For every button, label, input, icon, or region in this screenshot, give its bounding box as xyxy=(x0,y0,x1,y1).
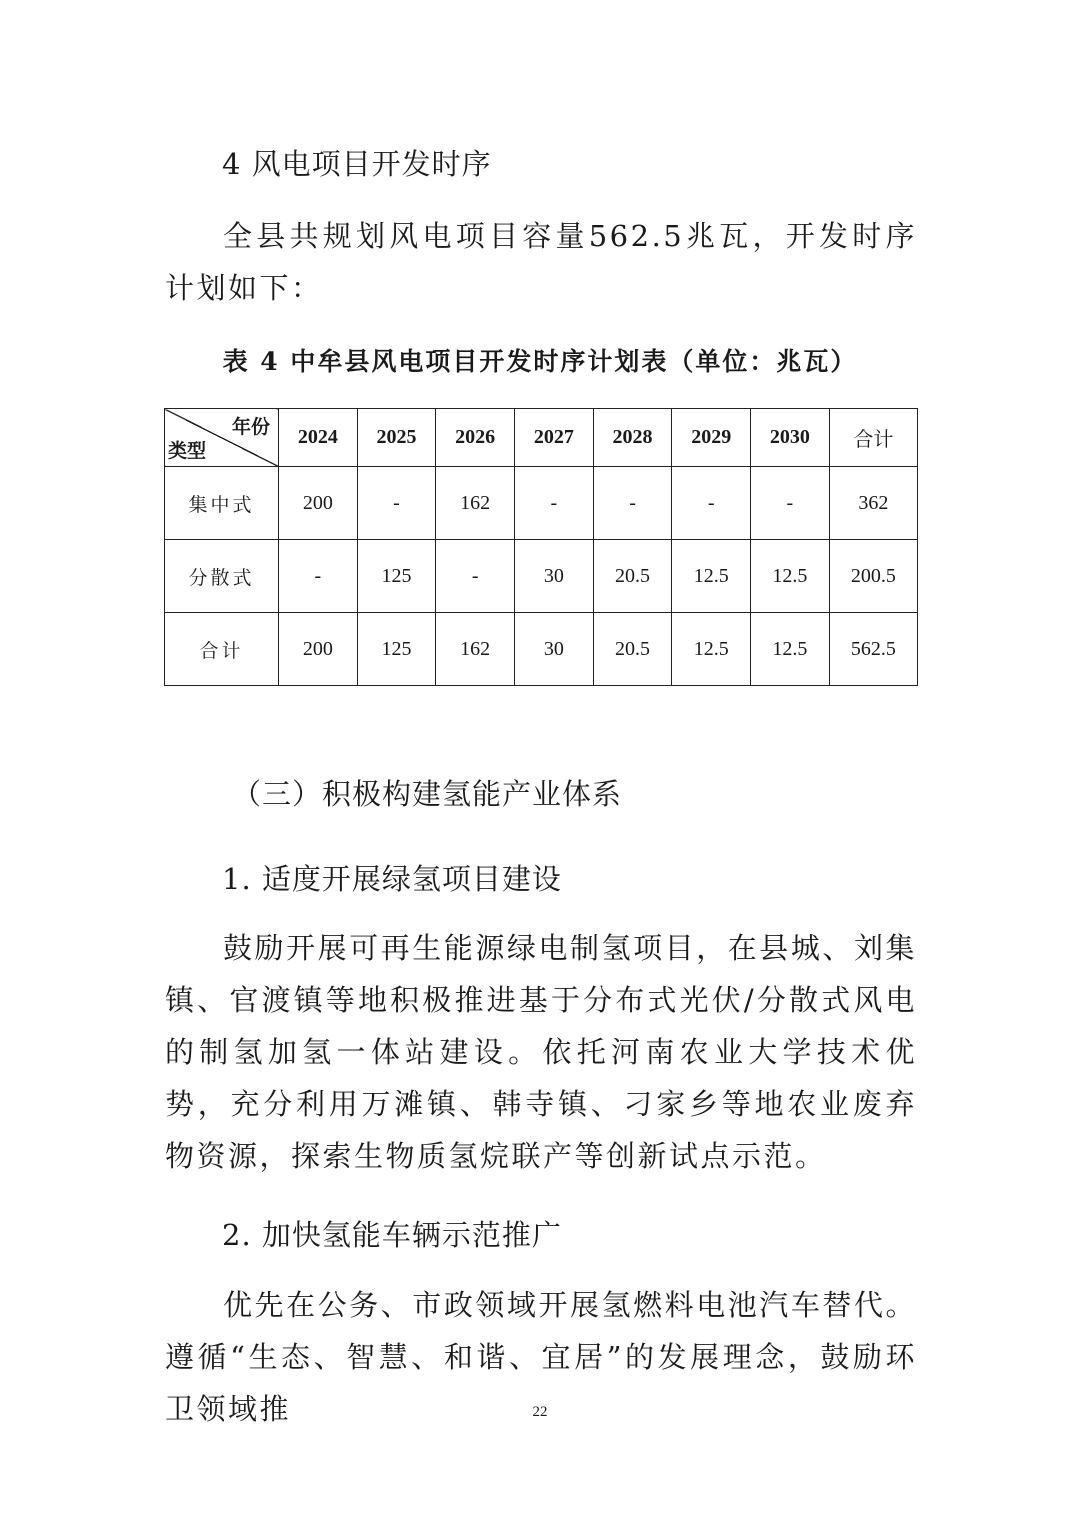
table-cell: - xyxy=(515,467,594,540)
year-header: 2029 xyxy=(672,409,751,467)
row-total-cell: 562.5 xyxy=(829,613,917,686)
table-cell: - xyxy=(279,540,358,613)
hydrogen-vehicles-paragraph: 优先在公务、市政领域开展氢燃料电池汽车替代。遵循“生态、智慧、和谐、宜居”的发展理念，鼓励环卫领域推 xyxy=(165,1288,917,1426)
table-cell: - xyxy=(672,467,751,540)
year-header: 2028 xyxy=(593,409,672,467)
table-caption: 表 4 中牟县风电项目开发时序计划表（单位：兆瓦） xyxy=(222,347,858,376)
table-cell: 200 xyxy=(279,613,358,686)
subheading-hydrogen-vehicles: 2. 加快氢能车辆示范推广 xyxy=(222,1218,562,1252)
table-cell: - xyxy=(357,467,436,540)
table-cell: - xyxy=(751,467,830,540)
table-row xyxy=(165,467,918,540)
table-cell: 12.5 xyxy=(751,613,830,686)
row-label: 集中式 xyxy=(165,467,279,540)
table-cell: 20.5 xyxy=(593,613,672,686)
table-cell: 162 xyxy=(436,467,515,540)
table-cell: 20.5 xyxy=(593,540,672,613)
wind-capacity-paragraph: 全县共规划风电项目容量562.5兆瓦，开发时序计划如下： xyxy=(165,219,917,305)
table-cell: 125 xyxy=(357,613,436,686)
table-cell: 162 xyxy=(436,613,515,686)
row-label: 合计 xyxy=(165,613,279,686)
table-cell: 12.5 xyxy=(672,613,751,686)
table-cell: 12.5 xyxy=(672,540,751,613)
year-header: 2030 xyxy=(751,409,830,467)
year-header: 2027 xyxy=(515,409,594,467)
section-heading-hydrogen: （三）积极构建氢能产业体系 xyxy=(232,777,623,811)
year-header: 2026 xyxy=(436,409,515,467)
row-label: 分散式 xyxy=(165,540,279,613)
table-row xyxy=(165,613,918,686)
table-row xyxy=(165,540,918,613)
table-cell: 125 xyxy=(357,540,436,613)
green-hydrogen-paragraph: 鼓励开展可再生能源绿电制氢项目，在县城、刘集镇、官渡镇等地积极推进基于分布式光伏/分散式风电的制氢加氢一体站建设。依托河南农业大学技术优势，充分利用万滩镇、韩寺镇、刁家乡等地农业废弃物资源，探索生物质氢烷联产等创新试点示范。 xyxy=(165,931,917,1173)
table-corner-cell xyxy=(165,409,279,467)
corner-label-year: 年份 xyxy=(231,416,270,438)
year-header: 2024 xyxy=(279,409,358,467)
table-cell: 30 xyxy=(515,613,594,686)
row-total-cell: 200.5 xyxy=(829,540,917,613)
table-cell: 30 xyxy=(515,540,594,613)
year-header: 2025 xyxy=(357,409,436,467)
wind-schedule-table xyxy=(164,408,918,686)
table-cell: - xyxy=(436,540,515,613)
table-header-row xyxy=(165,409,918,467)
total-header: 合计 xyxy=(829,409,917,467)
corner-label-type: 类型 xyxy=(168,440,207,462)
page-number: 22 xyxy=(532,1404,548,1420)
row-total-cell: 362 xyxy=(829,467,917,540)
section-heading-wind-schedule: 4 风电项目开发时序 xyxy=(222,147,492,181)
table-cell: 200 xyxy=(279,467,358,540)
subheading-green-hydrogen: 1. 适度开展绿氢项目建设 xyxy=(222,862,562,896)
table-cell: - xyxy=(593,467,672,540)
table-cell: 12.5 xyxy=(751,540,830,613)
